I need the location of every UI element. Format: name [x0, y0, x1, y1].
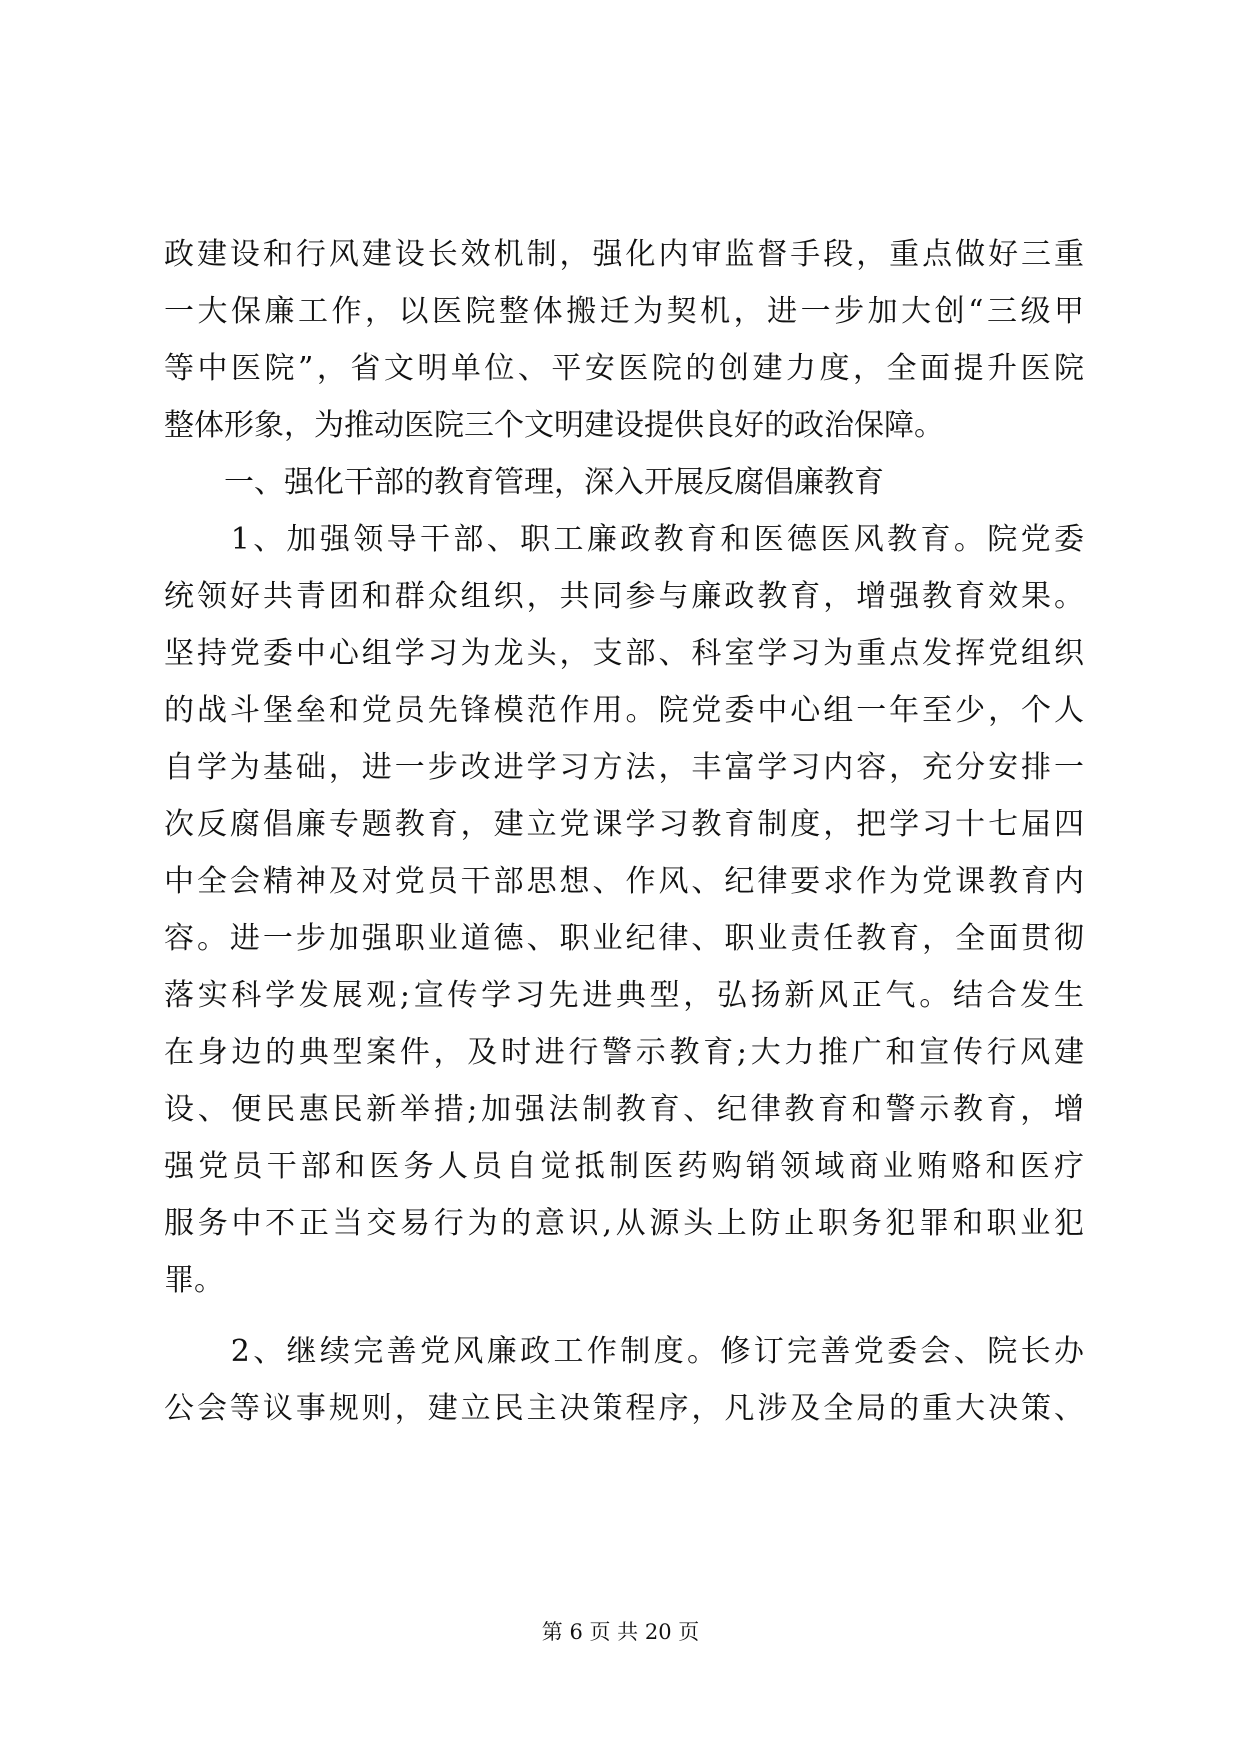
- text-line: 公会等议事规则，建立民主决策程序，凡涉及全局的重大决策、: [164, 1391, 1084, 1426]
- text-line: 容。进一步加强职业道德、职业纪律、职业责任教育，全面贯彻: [164, 921, 1084, 956]
- text-line: 落实科学发展观;宣传学习先进典型，弘扬新风正气。结合发生: [164, 978, 1084, 1013]
- text-line: 的战斗堡垒和党员先锋模范作用。院党委中心组一年至少，个人: [164, 693, 1084, 728]
- text-line: 次反腐倡廉专题教育，建立党课学习教育制度，把学习十七届四: [164, 807, 1084, 842]
- section-heading: 一、强化干部的教育管理，深入开展反腐倡廉教育: [164, 465, 884, 500]
- text-line: 2、继续完善党风廉政工作制度。修订完善党委会、院长办: [164, 1334, 1084, 1369]
- text-line: 强党员干部和医务人员自觉抵制医药购销领域商业贿赂和医疗: [164, 1149, 1084, 1184]
- text-line: 1、加强领导干部、职工廉政教育和医德医风教育。院党委: [164, 522, 1084, 557]
- text-line: 设、便民惠民新举措;加强法制教育、纪律教育和警示教育，增: [164, 1092, 1084, 1127]
- text-line: 服务中不正当交易行为的意识,从源头上防止职务犯罪和职业犯: [164, 1206, 1084, 1241]
- text-line: 罪。: [164, 1263, 224, 1298]
- text-line: 政建设和行风建设长效机制，强化内审监督手段，重点做好三重: [164, 237, 1084, 272]
- document-body: [164, 226, 1084, 1437]
- text-line: 中全会精神及对党员干部思想、作风、纪律要求作为党课教育内: [164, 864, 1084, 899]
- text-line: 一大保廉工作，以医院整体搬迁为契机，进一步加大创“三级甲: [164, 294, 1084, 329]
- text-line: 整体形象，为推动医院三个文明建设提供良好的政治保障。: [164, 408, 944, 443]
- text-line: 自学为基础，进一步改进学习方法，丰富学习内容，充分安排一: [164, 750, 1084, 785]
- text-line: 统领好共青团和群众组织，共同参与廉政教育，增强教育效果。: [164, 579, 1084, 614]
- text-line: 在身边的典型案件，及时进行警示教育;大力推广和宣传行风建: [164, 1035, 1084, 1070]
- text-line: 坚持党委中心组学习为龙头，支部、科室学习为重点发挥党组织: [164, 636, 1084, 671]
- page-number: 第 6 页 共 20 页: [541, 1620, 700, 1644]
- text-line: 等中医院”，省文明单位、平安医院的创建力度，全面提升医院: [164, 351, 1084, 386]
